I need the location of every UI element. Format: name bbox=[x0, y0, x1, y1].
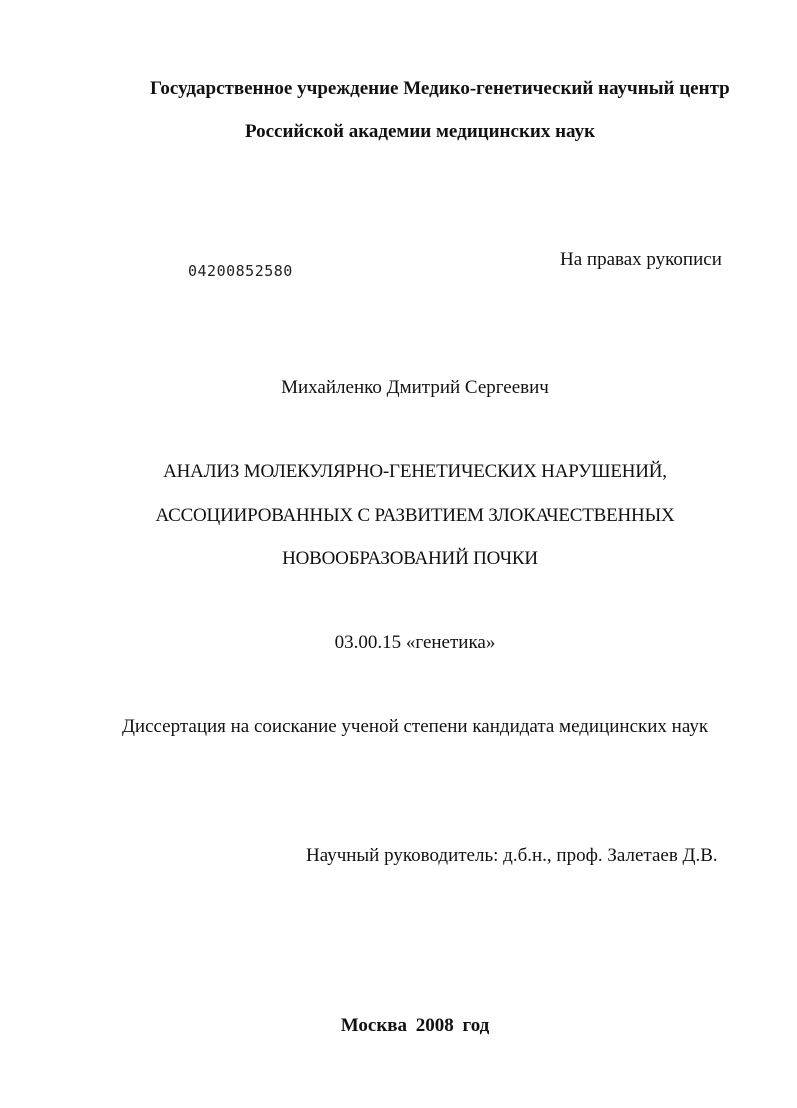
degree-statement: Диссертация на соискание ученой степени кандидата медицинских наук bbox=[121, 716, 709, 737]
city-year: Москва 2008 год bbox=[340, 1015, 490, 1036]
dissertation-title-line-3: НОВООБРАЗОВАНИЙ ПОЧКИ bbox=[282, 548, 538, 569]
author-name: Михайленко Дмитрий Сергеевич bbox=[281, 377, 549, 398]
archive-number: 04200852580 bbox=[188, 262, 293, 280]
dissertation-title-line-1: АНАЛИЗ МОЛЕКУЛЯРНО-ГЕНЕТИЧЕСКИХ НАРУШЕНИЙ, bbox=[163, 461, 667, 482]
manuscript-note: На правах рукописи bbox=[560, 249, 722, 270]
specialty-code: 03.00.15 «генетика» bbox=[334, 632, 496, 653]
institution-name-line-1: Государственное учреждение Медико-генетический научный центр bbox=[150, 78, 730, 99]
scientific-supervisor: Научный руководитель: д.б.н., проф. Залетаев Д.В. bbox=[306, 845, 718, 866]
dissertation-title-line-2: АССОЦИИРОВАННЫХ С РАЗВИТИЕМ ЗЛОКАЧЕСТВЕННЫХ bbox=[155, 505, 675, 526]
institution-name-line-2: Российской академии медицинских наук bbox=[244, 121, 596, 142]
